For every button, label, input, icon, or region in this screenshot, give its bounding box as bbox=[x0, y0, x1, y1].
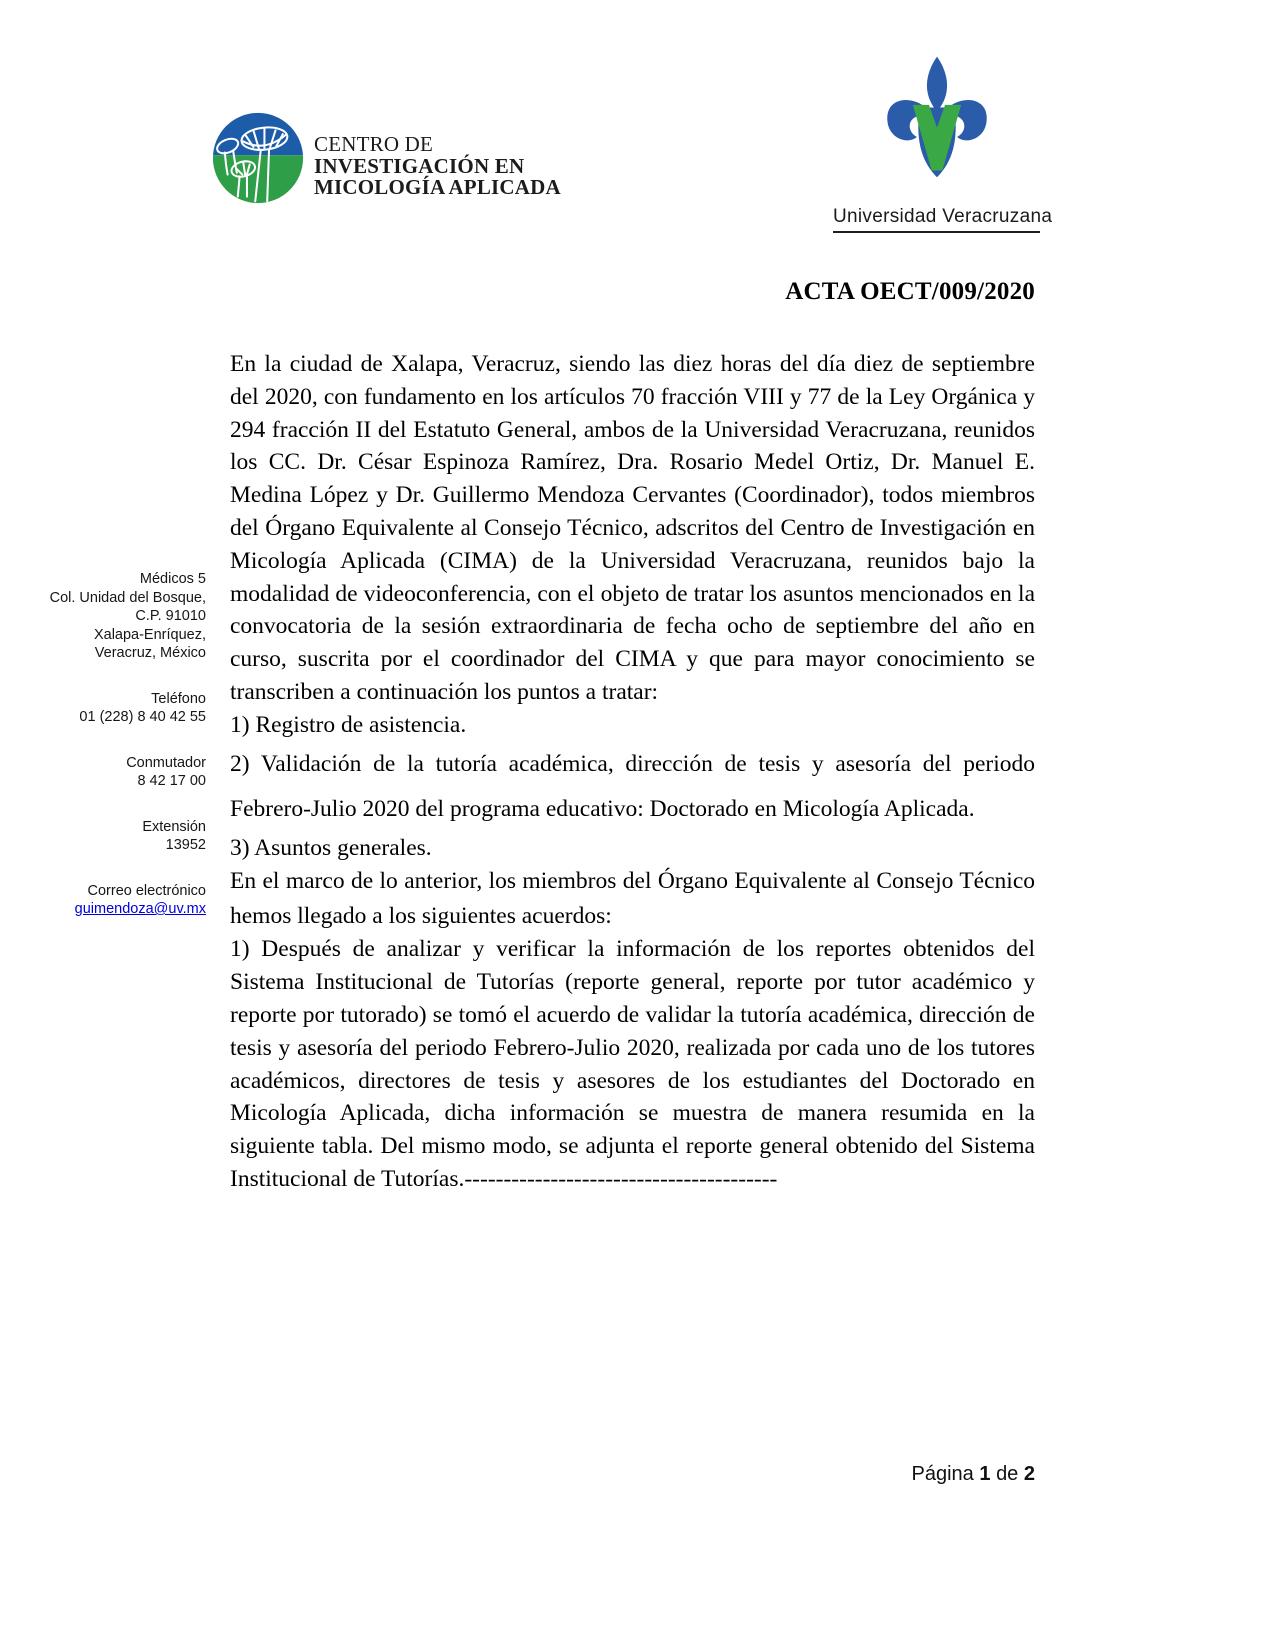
switchboard-value: 8 42 17 00 bbox=[137, 773, 206, 789]
sidebar-email bbox=[48, 882, 206, 919]
paragraph-framework: En el marco de lo anterior, los miembros del Órgano Equivalente al Consejo Técnico hemos llegado a los siguientes acuerdos: bbox=[230, 868, 1035, 929]
agenda-item-1: 1) Registro de asistencia. bbox=[230, 711, 467, 738]
page-footer bbox=[230, 1463, 1035, 1486]
cima-wordmark bbox=[314, 134, 561, 199]
address-line: Xalapa-Enríquez, bbox=[93, 626, 206, 643]
document-body bbox=[230, 348, 1035, 1196]
footer-page-number: 1 bbox=[979, 1463, 991, 1485]
letterhead-sidebar bbox=[48, 570, 206, 946]
uv-logo bbox=[833, 53, 1053, 233]
cima-line-1: CENTRO DE bbox=[314, 132, 434, 156]
address-line: Col. Unidad del Bosque, bbox=[49, 589, 206, 606]
agenda-item-2: 2) Validación de la tutoría académica, dirección de tesis y asesoría del periodo Febrero-Julio 2020 del programa educativo: Doctorado en Micología Aplicada. bbox=[230, 750, 1035, 822]
sidebar-switchboard bbox=[48, 754, 206, 791]
cima-logo bbox=[212, 112, 561, 204]
cima-line-3: MICOLOGÍA APLICADA bbox=[314, 175, 561, 199]
sidebar-extension bbox=[48, 818, 206, 855]
phone-label: Teléfono bbox=[151, 690, 206, 707]
email-link[interactable]: guimendoza@uv.mx bbox=[74, 901, 206, 917]
cima-mushroom-icon bbox=[212, 112, 304, 204]
cima-line-2: INVESTIGACIÓN EN bbox=[314, 153, 525, 178]
uv-fleur-icon bbox=[870, 53, 1004, 205]
address-line: Veracruz, México bbox=[94, 645, 206, 661]
sidebar-phone bbox=[48, 690, 206, 727]
uv-caption: Universidad Veracruzana bbox=[833, 206, 1053, 227]
address-line: Médicos 5 bbox=[139, 571, 206, 587]
agenda-item-3: 3) Asuntos generales. bbox=[230, 834, 432, 861]
footer-page-word: Página bbox=[911, 1463, 974, 1485]
address-line: C.P. 91010 bbox=[135, 608, 206, 624]
extension-value: 13952 bbox=[165, 837, 206, 853]
agreement-item-1: 1) Después de analizar y verificar la información de los reportes obtenidos del Sistema Institucional de Tutorías (reporte general, reporte por tutor académico y reporte por tutorado) se tomó el acuerdo de validar la tutoría académica, dirección de tesis y asesoría del periodo Febrero-Julio 2020, realizada por cada uno de los tutores académicos, directores de tesis y asesores de los estudiantes del Doctorado en Micología Aplicada, dicha información se muestra de manera resumida en la siguiente tabla. Del mismo modo, se adjunta el reporte general obtenido del Sistema Institucional de Tutorías.---------------------------------------- bbox=[230, 936, 1035, 1192]
switchboard-label: Conmutador bbox=[126, 754, 206, 771]
page-title: ACTA OECT/009/2020 bbox=[785, 278, 1035, 305]
phone-value: 01 (228) 8 40 42 55 bbox=[79, 709, 206, 725]
extension-label: Extensión bbox=[142, 818, 206, 835]
uv-underline bbox=[833, 231, 1040, 233]
sidebar-address bbox=[48, 570, 206, 663]
footer-total-pages: 2 bbox=[1023, 1463, 1035, 1485]
footer-of-word: de bbox=[996, 1463, 1019, 1485]
paragraph-intro: En la ciudad de Xalapa, Veracruz, siendo las diez horas del día diez de septiembre del 2020, con fundamento en los artículos 70 fracción VIII y 77 de la Ley Orgánica y 294 fracción II del Estatuto General, ambos de la Universidad Veracruzana, reunidos los CC. Dr. César Espinoza Ramírez, Dra. Rosario Medel Ortiz, Dr. Manuel E. Medina López y Dr. Guillermo Mendoza Cervantes (Coordinador), todos miembros del Órgano Equivalente al Consejo Técnico, adscritos del Centro de Investigación en Micología Aplicada (CIMA) de la Universidad Veracruzana, reunidos bajo la modalidad de videoconferencia, con el objeto de tratar los asuntos mencionados en la convocatoria de la sesión extraordinaria de fecha ocho de septiembre del año en curso, suscrita por el coordinador del CIMA y que para mayor conocimiento se transcriben a continuación los puntos a tratar: bbox=[230, 351, 1035, 705]
email-label: Correo electrónico bbox=[87, 882, 206, 899]
